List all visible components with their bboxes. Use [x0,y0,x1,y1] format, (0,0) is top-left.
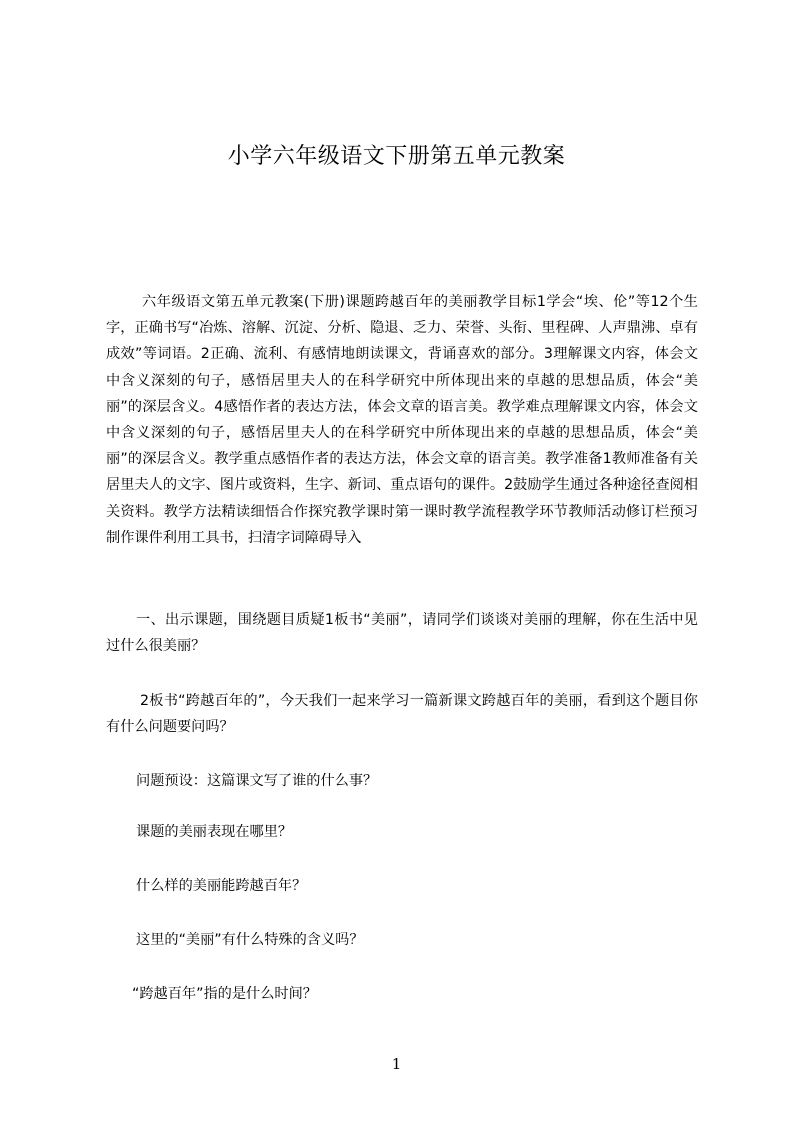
page-number: 1 [391,1055,402,1073]
question-item: 课题的美丽表现在哪里？ [136,824,293,840]
body-paragraph-lesson-plan: 六年级语文第五单元教案(下册)课题跨越百年的美丽教学目标1学会“埃、伦”等12个生字，正确书写“冶炼、溶解、沉淀、分析、隐退、乏力、荣誉、头衔、里程碑、人声鼎沸、卓有成效”等词语。2正确、流利、有感情地朗读课文，背诵喜欢的部分。3理解课文内容，体会文中含义深刻的句子，感悟居里夫人的在科学研究中所体现出来的卓越的思想品质，体会“美丽”的深层含义。4感悟作者的表达方法，体会文章的语言美。教学难点理解课文内容，体会文中含义深刻的句子，感悟居里夫人的在科学研究中所体现出来的卓越的思想品质，体会“美丽”的深层含义。教学重点感悟作者的表达方法，体会文章的语言美。教学准备1教师准备有关居里夫人的文字、图片或资料，生字、新词、重点语句的课件。2鼓励学生通过各种途径查阅相关资料。教学方法精读细悟合作探究教学课时第一课时教学流程教学环节教师活动修订栏预习制作课件利用工具书，扫清字词障碍导入 [106,294,698,546]
question-item: 什么样的美丽能跨越百年？ [136,878,307,894]
question-item: “跨越百年”指的是什么时间？ [132,986,317,1002]
question-item: 这里的“美丽”有什么特殊的含义吗？ [136,932,364,948]
body-paragraph-intro-question: 一、出示课题，围绕题目质疑1板书“美丽”，请同学们谈谈对美丽的理解，你在生活中见过什么很美丽？ [106,612,698,655]
question-item: 问题预设：这篇课文写了谁的什么事？ [136,773,378,789]
page-title: 小学六年级语文下册第五单元教案 [227,144,566,169]
body-paragraph-title-question: 2板书“跨越百年的”，今天我们一起来学习一篇新课文跨越百年的美丽，看到这个题目你有什么问题要问吗？ [106,693,698,736]
